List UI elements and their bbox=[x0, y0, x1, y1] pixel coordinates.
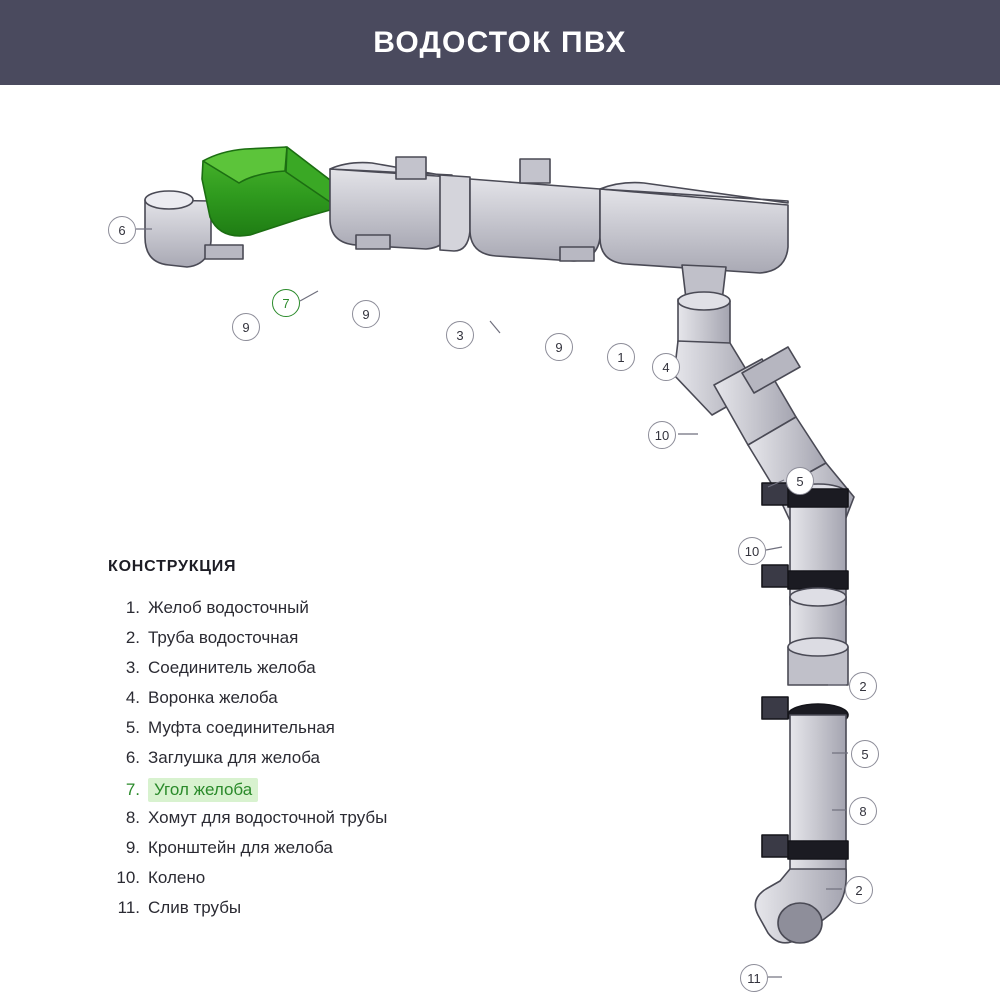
legend-item-9[interactable] bbox=[108, 838, 528, 868]
callout-11[interactable]: 11 bbox=[740, 964, 768, 992]
legend-item-1[interactable] bbox=[108, 598, 528, 628]
callout-5a[interactable]: 5 bbox=[786, 467, 814, 495]
legend-item-label: Соединитель желоба bbox=[148, 658, 316, 677]
callout-7[interactable]: 7 bbox=[272, 289, 300, 317]
legend-item-number: 2. bbox=[125, 628, 140, 647]
legend-item-number: 6. bbox=[125, 748, 140, 767]
callout-9c[interactable]: 9 bbox=[545, 333, 573, 361]
legend-item-label: Желоб водосточный bbox=[148, 598, 309, 617]
callout-5b[interactable]: 5 bbox=[851, 740, 879, 768]
legend-item-number: 5. bbox=[125, 718, 140, 737]
callout-9b[interactable]: 9 bbox=[352, 300, 380, 328]
legend-item-8[interactable] bbox=[108, 808, 528, 838]
legend-item-label: Заглушка для желоба bbox=[148, 748, 320, 767]
legend-panel bbox=[108, 558, 528, 928]
legend-list bbox=[108, 598, 528, 928]
legend-item-label: Колено bbox=[148, 868, 206, 887]
gutter-bracket-3 bbox=[560, 247, 594, 261]
downpipe-coupling-mid-rim bbox=[788, 638, 848, 656]
legend-item-label: Кронштейн для желоба bbox=[148, 838, 333, 857]
legend-item-label: Угол желоба bbox=[148, 778, 258, 802]
legend-item-number: 3. bbox=[125, 658, 140, 677]
legend-item-7[interactable] bbox=[108, 778, 528, 808]
legend-item-label: Труба водосточная bbox=[148, 628, 299, 647]
legend-item-6[interactable] bbox=[108, 748, 528, 778]
legend-item-label: Слив трубы bbox=[148, 898, 242, 917]
legend-item-label: Муфта соединительная bbox=[148, 718, 335, 737]
legend-item-number: 10. bbox=[116, 868, 140, 887]
legend-item-2[interactable] bbox=[108, 628, 528, 658]
legend-item-3[interactable] bbox=[108, 658, 528, 688]
downpipe-section-b-rim bbox=[790, 588, 846, 606]
gutter-segment-1 bbox=[330, 169, 452, 249]
legend-item-label: Хомут для водосточной трубы bbox=[148, 808, 388, 827]
downpipe-elbow-top-rim bbox=[678, 292, 730, 310]
legend-item-5[interactable] bbox=[108, 718, 528, 748]
downpipe-clamp-2 bbox=[788, 571, 848, 589]
legend-item-11[interactable] bbox=[108, 898, 528, 928]
legend-item-number: 4. bbox=[125, 688, 140, 707]
downpipe-outlet-opening bbox=[778, 903, 822, 943]
gutter-end-cap-rim bbox=[145, 191, 193, 209]
legend-item-number: 7. bbox=[125, 780, 140, 799]
gutter-bracket-2 bbox=[356, 235, 390, 249]
gutter-end-cap bbox=[145, 200, 211, 267]
gutter-connector bbox=[440, 175, 470, 251]
legend-item-10[interactable] bbox=[108, 868, 528, 898]
callout-6[interactable]: 6 bbox=[108, 216, 136, 244]
callout-10a[interactable]: 10 bbox=[648, 421, 676, 449]
legend-item-number: 8. bbox=[125, 808, 140, 827]
callout-2a[interactable]: 2 bbox=[849, 672, 877, 700]
legend-item-label: Воронка желоба bbox=[148, 688, 278, 707]
legend-title: КОНСТРУКЦИЯ bbox=[108, 558, 237, 575]
gutter-bracket-1 bbox=[205, 245, 243, 259]
callout-2b[interactable]: 2 bbox=[845, 876, 873, 904]
callout-8[interactable]: 8 bbox=[849, 797, 877, 825]
page-header bbox=[0, 0, 1000, 85]
legend-item-4[interactable] bbox=[108, 688, 528, 718]
callout-4[interactable]: 4 bbox=[652, 353, 680, 381]
callout-9a[interactable]: 9 bbox=[232, 313, 260, 341]
downpipe-clamp-1-bracket bbox=[762, 483, 788, 505]
gutter-tab-2 bbox=[520, 159, 550, 183]
legend-item-number: 9. bbox=[125, 838, 140, 857]
page-title: ВОДОСТОК ПВХ bbox=[373, 25, 627, 59]
downpipe-clamp-3-bracket bbox=[762, 697, 788, 719]
legend-item-number: 11. bbox=[117, 898, 140, 917]
downpipe-clamp-4 bbox=[788, 841, 848, 859]
callout-3[interactable]: 3 bbox=[446, 321, 474, 349]
callout-1[interactable]: 1 bbox=[607, 343, 635, 371]
gutter-segment-3 bbox=[600, 189, 788, 273]
callout-10b[interactable]: 10 bbox=[738, 537, 766, 565]
gutter-tab-1 bbox=[396, 157, 426, 179]
legend-item-number: 1. bbox=[125, 598, 140, 617]
downpipe-clamp-2-bracket bbox=[762, 565, 788, 587]
downpipe-clamp-4-bracket bbox=[762, 835, 788, 857]
